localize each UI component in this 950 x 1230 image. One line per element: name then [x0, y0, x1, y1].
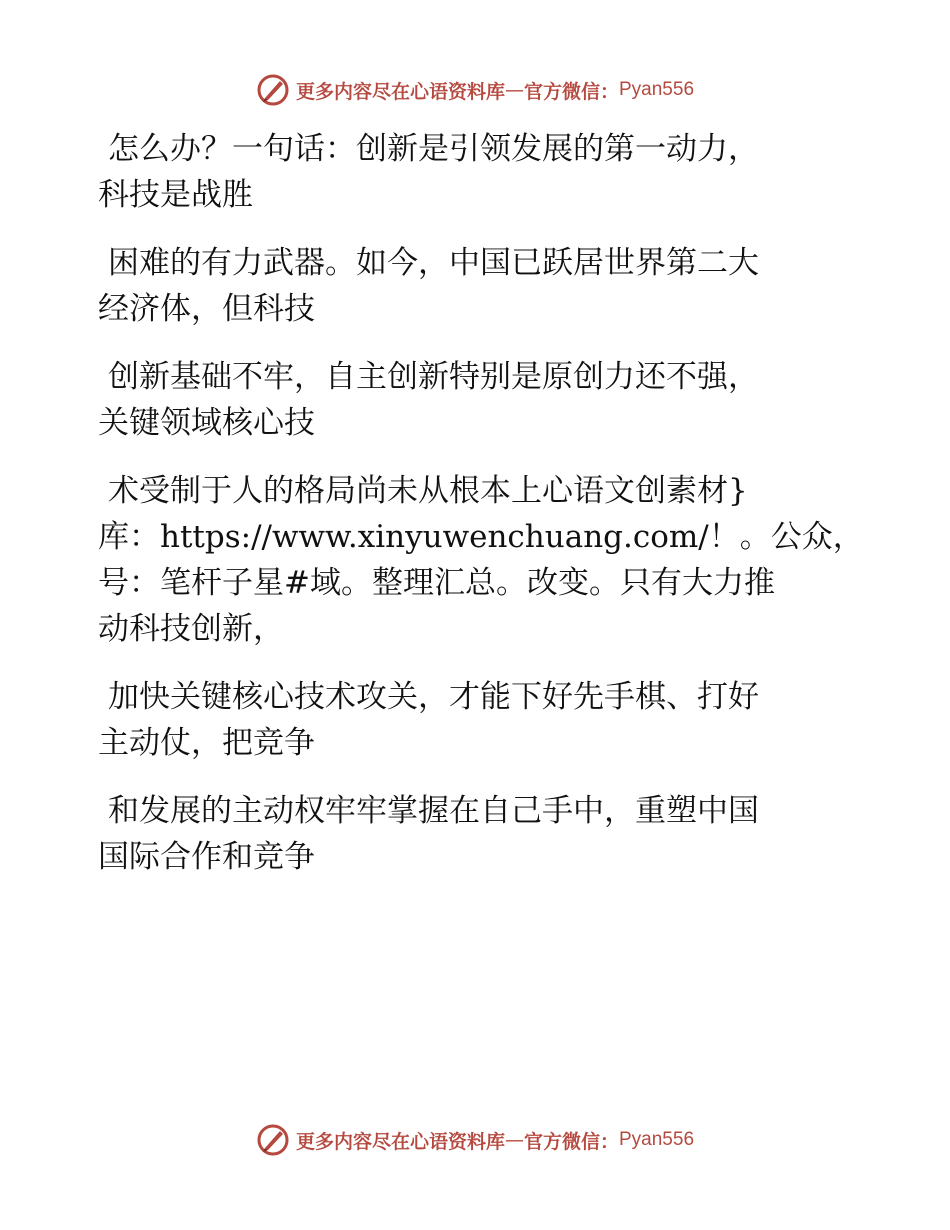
- quill-logo-icon: [256, 1123, 290, 1157]
- text-line: 国际合作和竞争: [98, 839, 315, 875]
- banner-wechat-label: 官方微信：: [523, 80, 619, 103]
- text-line: 创新基础不牢，自主创新特别是原创力还不强，: [108, 359, 759, 395]
- banner-wechat-label: 官方微信：: [523, 1130, 619, 1153]
- text-line: 库：https://www.xinyuwenchuang.com/！。公众，: [98, 519, 864, 555]
- paragraph: [98, 354, 858, 446]
- header-banner: [0, 70, 950, 110]
- text-line: 主动仗，把竞争: [98, 725, 315, 761]
- paragraph: [98, 240, 858, 332]
- banner-title: 更多内容尽在心语资料库: [295, 80, 505, 103]
- banner-separator: —: [504, 1129, 524, 1151]
- text-line: 科技是战胜: [98, 177, 253, 213]
- banner-separator: —: [504, 79, 524, 101]
- text-line: 加快关键核心技术攻关，才能下好先手棋、打好: [108, 679, 759, 715]
- banner-handle: Pyan556: [619, 79, 695, 100]
- footer-banner: [0, 1120, 950, 1160]
- paragraph: [98, 468, 864, 652]
- quill-logo-icon: [256, 73, 290, 107]
- text-line: 怎么办？一句话：创新是引领发展的第一动力，: [108, 131, 759, 167]
- text-line: 经济体，但科技: [98, 291, 315, 327]
- document-body: [98, 126, 864, 902]
- banner-handle: Pyan556: [619, 1129, 695, 1150]
- paragraph: [98, 788, 858, 880]
- paragraph: [98, 674, 858, 766]
- text-line: 动科技创新，: [98, 611, 284, 647]
- text-line: 关键领域核心技: [98, 405, 315, 441]
- text-line: 和发展的主动权牢牢掌握在自己手中，重塑中国: [108, 793, 759, 829]
- paragraph: [98, 126, 858, 218]
- text-line: 号：笔杆子星#域。整理汇总。改变。只有大力推: [98, 565, 775, 601]
- text-line: 困难的有力武器。如今，中国已跃居世界第二大: [108, 245, 759, 281]
- banner-title: 更多内容尽在心语资料库: [295, 1130, 505, 1153]
- text-line: 术受制于人的格局尚未从根本上心语文创素材}: [108, 473, 748, 509]
